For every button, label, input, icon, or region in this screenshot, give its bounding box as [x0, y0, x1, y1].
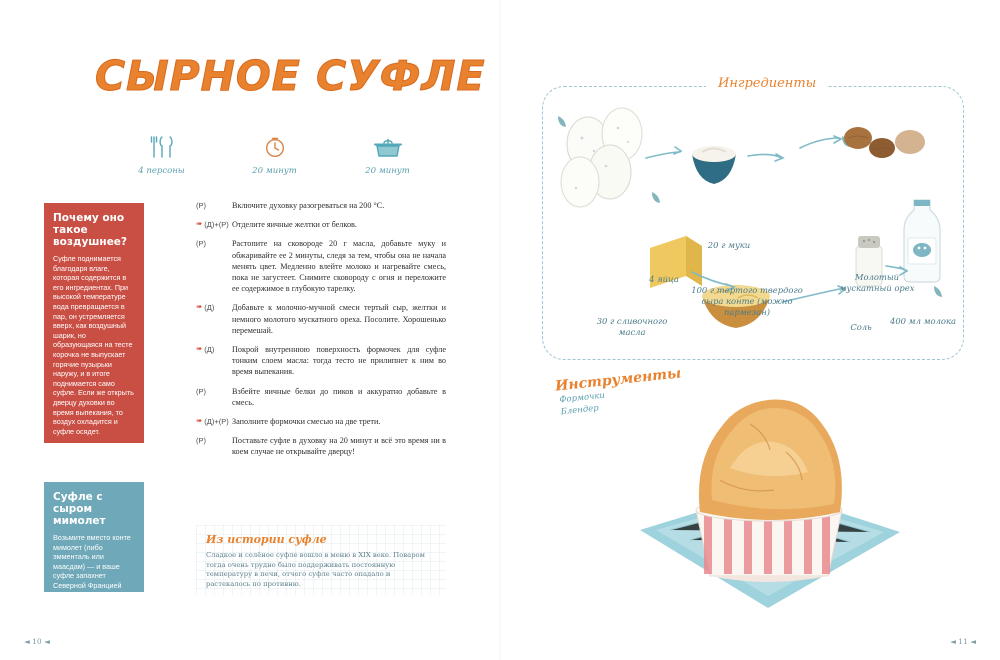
- recipe-step: [196, 302, 446, 336]
- sidebar-note-heading: Суфле с сыром мимолет: [53, 491, 106, 527]
- page-title: СЫРНОЕ СУФЛЕ: [95, 52, 486, 100]
- step-marker: [196, 238, 232, 248]
- sidebar-note-text: Возьмите вместо конте мимолет (либо эмменталь или маасдам) — и ваше суфле запахнет Северной Францией (вкус его станет чуть слаще).: [53, 533, 131, 610]
- step-role: (Р): [196, 386, 206, 396]
- history-heading: Из истории суфле: [206, 533, 327, 546]
- flour-bowl-illustration: [692, 146, 736, 184]
- milk-illustration: [904, 200, 940, 282]
- pot-icon: [331, 132, 444, 162]
- step-role: (Р): [196, 201, 206, 210]
- ingredient-label-nutmeg: Молотый мускатный орех: [839, 272, 915, 293]
- eggs-illustration: [561, 108, 642, 207]
- sidebar-note-heading: Почему оно такое воздушнее?: [53, 212, 128, 248]
- tool-item: Формочки: [558, 390, 606, 406]
- sidebar-note-text: Суфле поднимается благодаря влаге, которая содержится в его ингредиентах. При высокой температуре вода превращается в пар, он устремляется вверх, как воздушный шарик, но образующаяся на тесте корочка не выпускает горячие пузырьки наружу, и в итоге поднимается само суфле. Если же открыть дверцу духовки во время выпекания, то воздух охладится и суфле осядет.: [53, 254, 134, 436]
- page-number-left: ◄ 10 ◄: [24, 637, 50, 646]
- arrow-icon: ➠: [196, 416, 203, 426]
- ingredient-label-milk: 400 мл молока: [890, 316, 956, 326]
- recipe-step: [196, 219, 446, 230]
- arrow-icon: ➠: [196, 302, 203, 312]
- arrow-icon: ➠: [196, 219, 203, 229]
- page-number-left-value: 10: [32, 637, 42, 646]
- tool-item: Блендер: [560, 403, 600, 418]
- meta-label-servings: 4 персоны: [138, 166, 185, 176]
- step-marker: [196, 416, 232, 426]
- ingredient-label-cheese: 100 г тертого твердого сыра конте (можно пармезан): [691, 285, 803, 317]
- step-text: Включите духовку разогреваться на 200 °C.: [232, 201, 385, 210]
- ingredient-label-salt: Соль: [850, 322, 872, 332]
- sidebar-note-mimolette: [44, 482, 144, 610]
- meta-label-prep-time: 20 минут: [252, 166, 297, 176]
- arrow-icon: ➠: [196, 344, 203, 354]
- history-box: [196, 525, 446, 595]
- page-gutter: [499, 0, 501, 660]
- step-text: Взбейте яичные белки до пиков и аккуратно добавьте в смесь.: [232, 386, 446, 407]
- recipe-step: [196, 435, 446, 457]
- ingredient-label-butter: 30 г сливочного масла: [596, 316, 668, 337]
- recipe-steps: [196, 200, 446, 466]
- step-text: Покрой внутреннюю поверхность формочек для суфле тонким слоем масла: тогда тесто не прилипнет к ним во время выпекания.: [232, 345, 446, 377]
- nutmeg-illustration: [844, 127, 925, 158]
- step-role: (Д)+(Р): [204, 220, 229, 230]
- step-role: (Р): [196, 239, 206, 249]
- recipe-step: [196, 416, 446, 427]
- step-marker: [196, 435, 232, 445]
- recipe-meta: [105, 132, 445, 176]
- recipe-step: [196, 200, 446, 211]
- step-role: (Д): [204, 303, 215, 313]
- meta-item-cook-time: [331, 132, 444, 176]
- history-text: Сладкое и солёное суфле вошло в меню в XIX веке. Поваром тогда очень трудно было поддерживать постоянную температуру в печи, отчего суфле часто опадало и растекалось по противню.: [206, 551, 425, 588]
- meta-item-servings: [105, 132, 218, 176]
- souffle-illustration: [600, 360, 940, 630]
- step-role: (Д)+(Р): [204, 417, 229, 427]
- step-marker: [196, 219, 232, 229]
- ingredient-label-flour: 20 г муки: [707, 240, 751, 250]
- step-text: Отделите яичные желтки от белков.: [232, 220, 357, 230]
- cow-icon: [913, 243, 931, 257]
- step-text: Добавьте к молочно-мучной смеси тертый сыр, желтки и немного молотого мускатного ореха. Посолите. Хорошенько перемешай.: [232, 303, 446, 335]
- recipe-step: [196, 238, 446, 294]
- step-text: Заполните формочки смесью на две трети.: [232, 417, 381, 427]
- tools-title: Инструменты: [554, 365, 682, 395]
- step-marker: [196, 344, 232, 354]
- ingredient-label-eggs: 4 яйца: [649, 274, 679, 284]
- page-number-right: ◄ 11 ◄: [950, 637, 976, 646]
- step-role: (Р): [196, 436, 206, 446]
- page-number-right-value: 11: [958, 637, 968, 646]
- recipe-step: [196, 344, 446, 378]
- step-marker: [196, 386, 232, 396]
- sidebar-note-why-airy: [44, 203, 144, 443]
- ingredients-title: Ингредиенты: [706, 76, 828, 91]
- meta-item-prep-time: [218, 132, 331, 176]
- step-text: Поставьте суфле в духовку на 20 минут и всё это время ни в коем случае не открывайте дверцу!: [232, 436, 446, 457]
- souffle-top: [699, 400, 842, 521]
- timer-icon: [218, 132, 331, 162]
- cutlery-icon: [105, 132, 218, 162]
- meta-label-cook-time: 20 минут: [365, 166, 410, 176]
- recipe-step: [196, 386, 446, 408]
- step-role: (Д): [204, 345, 215, 355]
- step-marker: [196, 200, 232, 210]
- step-marker: [196, 302, 232, 312]
- step-text: Растопите на сковороде 20 г масла, добавьте муку и обжаривайте ее 2 минуты, следя за тем, чтобы она не начала менять цвет. Медленно влейте молоко и нагревайте смесь, пока не загустеет. Снимите сковороду с огня и переложите ее содержимое в глубокую тарелку.: [232, 239, 446, 294]
